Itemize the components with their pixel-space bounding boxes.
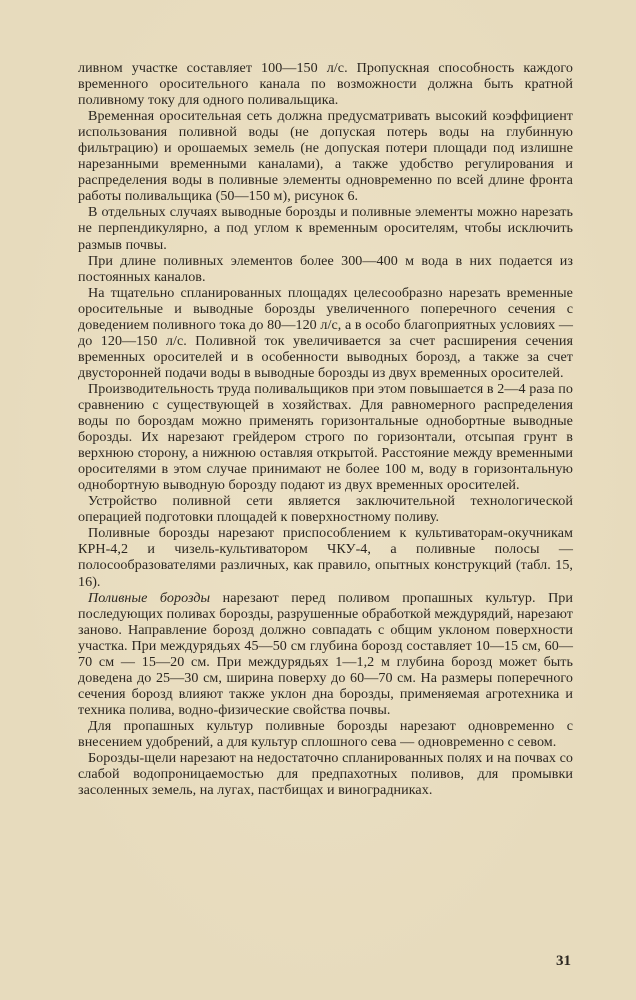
paragraph: В отдельных случаях выводные борозды и поливные элементы можно нарезать не перпендикулярно, а под углом к временным оросителям, чтобы исключить размыв почвы. [78, 204, 573, 253]
paragraph: Для пропашных культур поливные борозды нарезают одновременно с внесением удобрений, а для культур сплошного сева — одновременно с севом. [78, 717, 573, 750]
paragraph [78, 590, 573, 718]
paragraph: Борозды-щели нарезают на недостаточно спланированных полях и на почвах со слабой водопроницаемостью для предпахотных поливов, для промывки засоленных земель, на лугах, пастбищах и виноградниках. [78, 750, 573, 799]
paragraph: Временная оросительная сеть должна предусматривать высокий коэффициент использования поливной воды (не допуская потерь воды на глубинную фильтрацию) и орошаемых земель (не допуская потери площади под излишне нарезанными временными каналами), а также удобство регулирования и распределения воды в поливные элементы одновременно по всей длине фронта работы поливальщика (50—150 м), рисунок 6. [78, 108, 573, 205]
paragraph: Поливные борозды нарезают приспособлением к культиваторам-окучникам КРН-4,2 и чизель-культиватором ЧКУ-4, а поливные полосы — полосообразователями различных, как правило, опытных конструкций (табл. 15, 16). [78, 525, 573, 590]
paragraph: При длине поливных элементов более 300—400 м вода в них подается из постоянных каналов. [78, 252, 573, 285]
paragraph: ливном участке составляет 100—150 л/с. Пропускная способность каждого временного оросительного канала по возможности должна быть кратной поливному току для одного поливальщика. [78, 60, 573, 109]
body-text [78, 60, 573, 798]
paragraph: На тщательно спланированных площадях целесообразно нарезать временные оросительные и выводные борозды увеличенного поперечного сечения с доведением поливного тока до 80—120 л/с, а в особо благоприятных условиях — до 120—150 л/с. Поливной ток увеличивается за счет расширения сечения временных оросителей и в особенности выводных борозд, а также за счет двусторонней подачи воды в выводные борозды из двух временных оросителей. [78, 284, 573, 381]
italic-term: Поливные борозды [88, 589, 211, 606]
paragraph-text: нарезают перед поливом пропашных культур. При последующих поливах борозды, разрушенные обработкой междурядий, нарезают заново. Направление борозд должно совпадать с общим уклоном поверхности участка. При междурядьях 45—50 см глубина борозд составляет 10—15 см, 60—70 см — 15—20 см. При междурядьях 1—1,2 м глубина борозд может быть доведена до 25—30 см, ширина поверху до 60—70 см. На размеры поперечного сечения борозд влияют также уклон дна борозды, применяемая агротехника и техника полива, водно-физические свойства почвы. [78, 589, 573, 718]
paragraph: Производительность труда поливальщиков при этом повышается в 2—4 раза по сравнению с существующей в хозяйствах. Для равномерного распределения воды по бороздам можно применять горизонтальные однобортные выводные борозды. Их нарезают грейдером строго по горизонтали, отсыпая грунт в верхнюю сторону, а нижнюю оставляя открытой. Расстояние между временными оросителями в этом случае принимают не более 100 м, воду в горизонтальную однобортную выводную борозду подают из двух временных оросителей. [78, 380, 573, 494]
paragraph: Устройство поливной сети является заключительной технологической операцией подготовки площадей к поверхностному поливу. [78, 493, 573, 526]
page-number: 31 [556, 953, 571, 969]
